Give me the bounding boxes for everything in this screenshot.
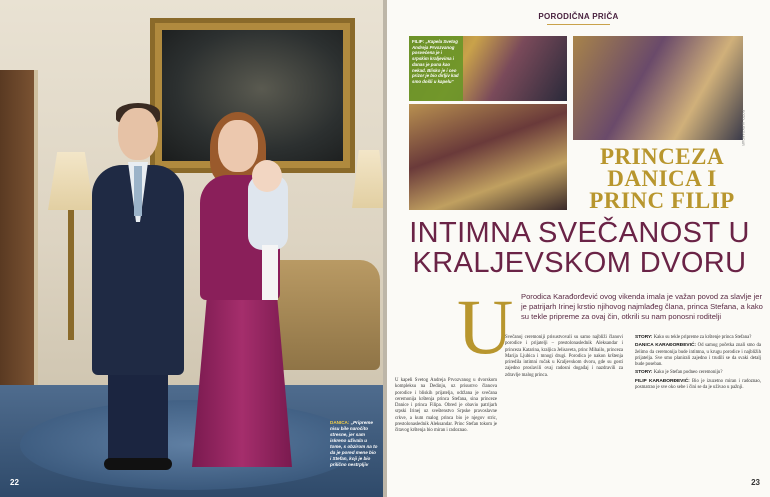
headline — [397, 218, 762, 278]
caption-text: „Kapela Svetog Andreja Prvozvanog posvećena je i srpskim kraljevima i danas je puna kao nekad. Blisko je i ceo prizor je bio dirljiv kad smo došli u kapelu“ — [412, 39, 459, 85]
rug — [20, 400, 360, 490]
body-column-2 — [505, 335, 623, 381]
caption-title: DANICA: — [330, 420, 350, 425]
photo-caption — [330, 420, 378, 468]
caption-text: „Pripreme nisu bile naročito stresne, jer sam iskreno uživala u tome, s obzirom na to da je pored mene bio i Stefan, koji je bio prilično nestrpljiv — [330, 420, 378, 467]
interview-question — [635, 370, 761, 376]
drop-cap: U — [457, 283, 514, 370]
man-head — [118, 108, 158, 160]
speaker-label: STORY: — [635, 370, 653, 376]
page-number: 23 — [751, 478, 760, 487]
interview-question — [635, 335, 761, 341]
photo-caption-box — [409, 36, 463, 101]
body-column-3 — [635, 335, 761, 393]
caption-title: FILIP: — [412, 39, 425, 44]
headline-line: INTIMNA SVEČANOST U — [409, 217, 750, 249]
right-page — [387, 0, 770, 497]
interview-answer — [635, 379, 761, 392]
photo-ceremony-2 — [573, 36, 743, 140]
names-line: DANICA I — [607, 166, 717, 191]
baby-legs — [262, 245, 278, 300]
body-column-1 — [395, 378, 497, 437]
question-text: Kako su tekle pripreme za krštenje princa Stefana? — [653, 335, 752, 340]
answer-text: Od samog početka znali smo da želimo da ceremonija bude intimna, u krugu porodice i najbližih prijatelja. Sve smo planirali zajedno i trudili se da svaki detalj bude poseban. — [635, 343, 761, 368]
photo-ceremony-3 — [409, 104, 567, 210]
names-line: PRINCEZA — [599, 144, 725, 169]
man-legs — [108, 360, 168, 465]
lede: Porodica Karađorđević ovog vikenda imala je važan povod za slavlje jer je patrijarh Irinej krstio njihovog najmlađeg člana, princa Stefana, a kako su tekle pripreme za ovaj čin, otkrili su nam ponosni roditelji — [521, 292, 763, 321]
speaker-label: FILIP KARAĐORĐEVIĆ: — [635, 378, 690, 384]
woman-head — [218, 120, 258, 172]
answer-text: Bio je izuzetno miran i radoznao, posmatrao je sve oko sebe i čini se da je uživao u pažnji. — [635, 378, 761, 391]
page-number: 22 — [10, 478, 19, 487]
section-header: PORODIČNA PRIČA — [538, 12, 619, 21]
left-page — [0, 0, 383, 497]
names-line: PRINC FILIP — [589, 188, 735, 213]
woman-dress-skirt — [192, 295, 292, 467]
interview-answer — [635, 343, 761, 368]
photo-credit: FOTO: ALEKSANDAR — [741, 110, 745, 146]
headline-line: KRALJEVSKOM DVORU — [412, 247, 747, 279]
paragraph: U kapeli Svetog Andreja Prvozvanog u dvorskom kompleksu na Dedinju, uz prisustvo članova porodice i bliskih prijatelja, održana je svečana ceremonija krštenja princa Stefana, sina princeze Danice i princa Filipa. Obred je obavio patrijarh srpski Irinej uz sveštenstvo Srpske pravoslavne crkve, a kum malog princa bio je njegov stric, prestolonaslednik Aleksandar. Princ Stefan tokom je čitavog krštenja bio miran i radoznao. — [395, 378, 497, 434]
speaker-label: STORY: — [635, 335, 653, 340]
man-shoes — [104, 458, 172, 470]
lamp-stand — [68, 210, 74, 340]
speaker-label: DANICA KARAĐORĐEVIĆ: — [635, 343, 697, 349]
names-title — [577, 146, 747, 212]
baby-head — [252, 160, 282, 192]
header-rule — [547, 24, 610, 25]
door — [0, 70, 38, 390]
paragraph: Svečanoj ceremoniji prisustvovali su samo najbliži članovi porodice i prijatelji – prestolonaslednik Aleksandar i princeza Katarina, kraljica Jelisaveta, princ Mihailo, princeza Marija Ljubica i mnogi drugi. Porodica je nakon krštenja priredila intimni ručak u Kraljevskom dvoru, gde su gosti zajedno proslavili ovaj radosni događaj i nazdravili za zdravlje malog princa. — [505, 335, 623, 378]
man-tie — [134, 166, 142, 216]
question-text: Kako je Stefan podneo ceremoniju? — [653, 370, 723, 376]
